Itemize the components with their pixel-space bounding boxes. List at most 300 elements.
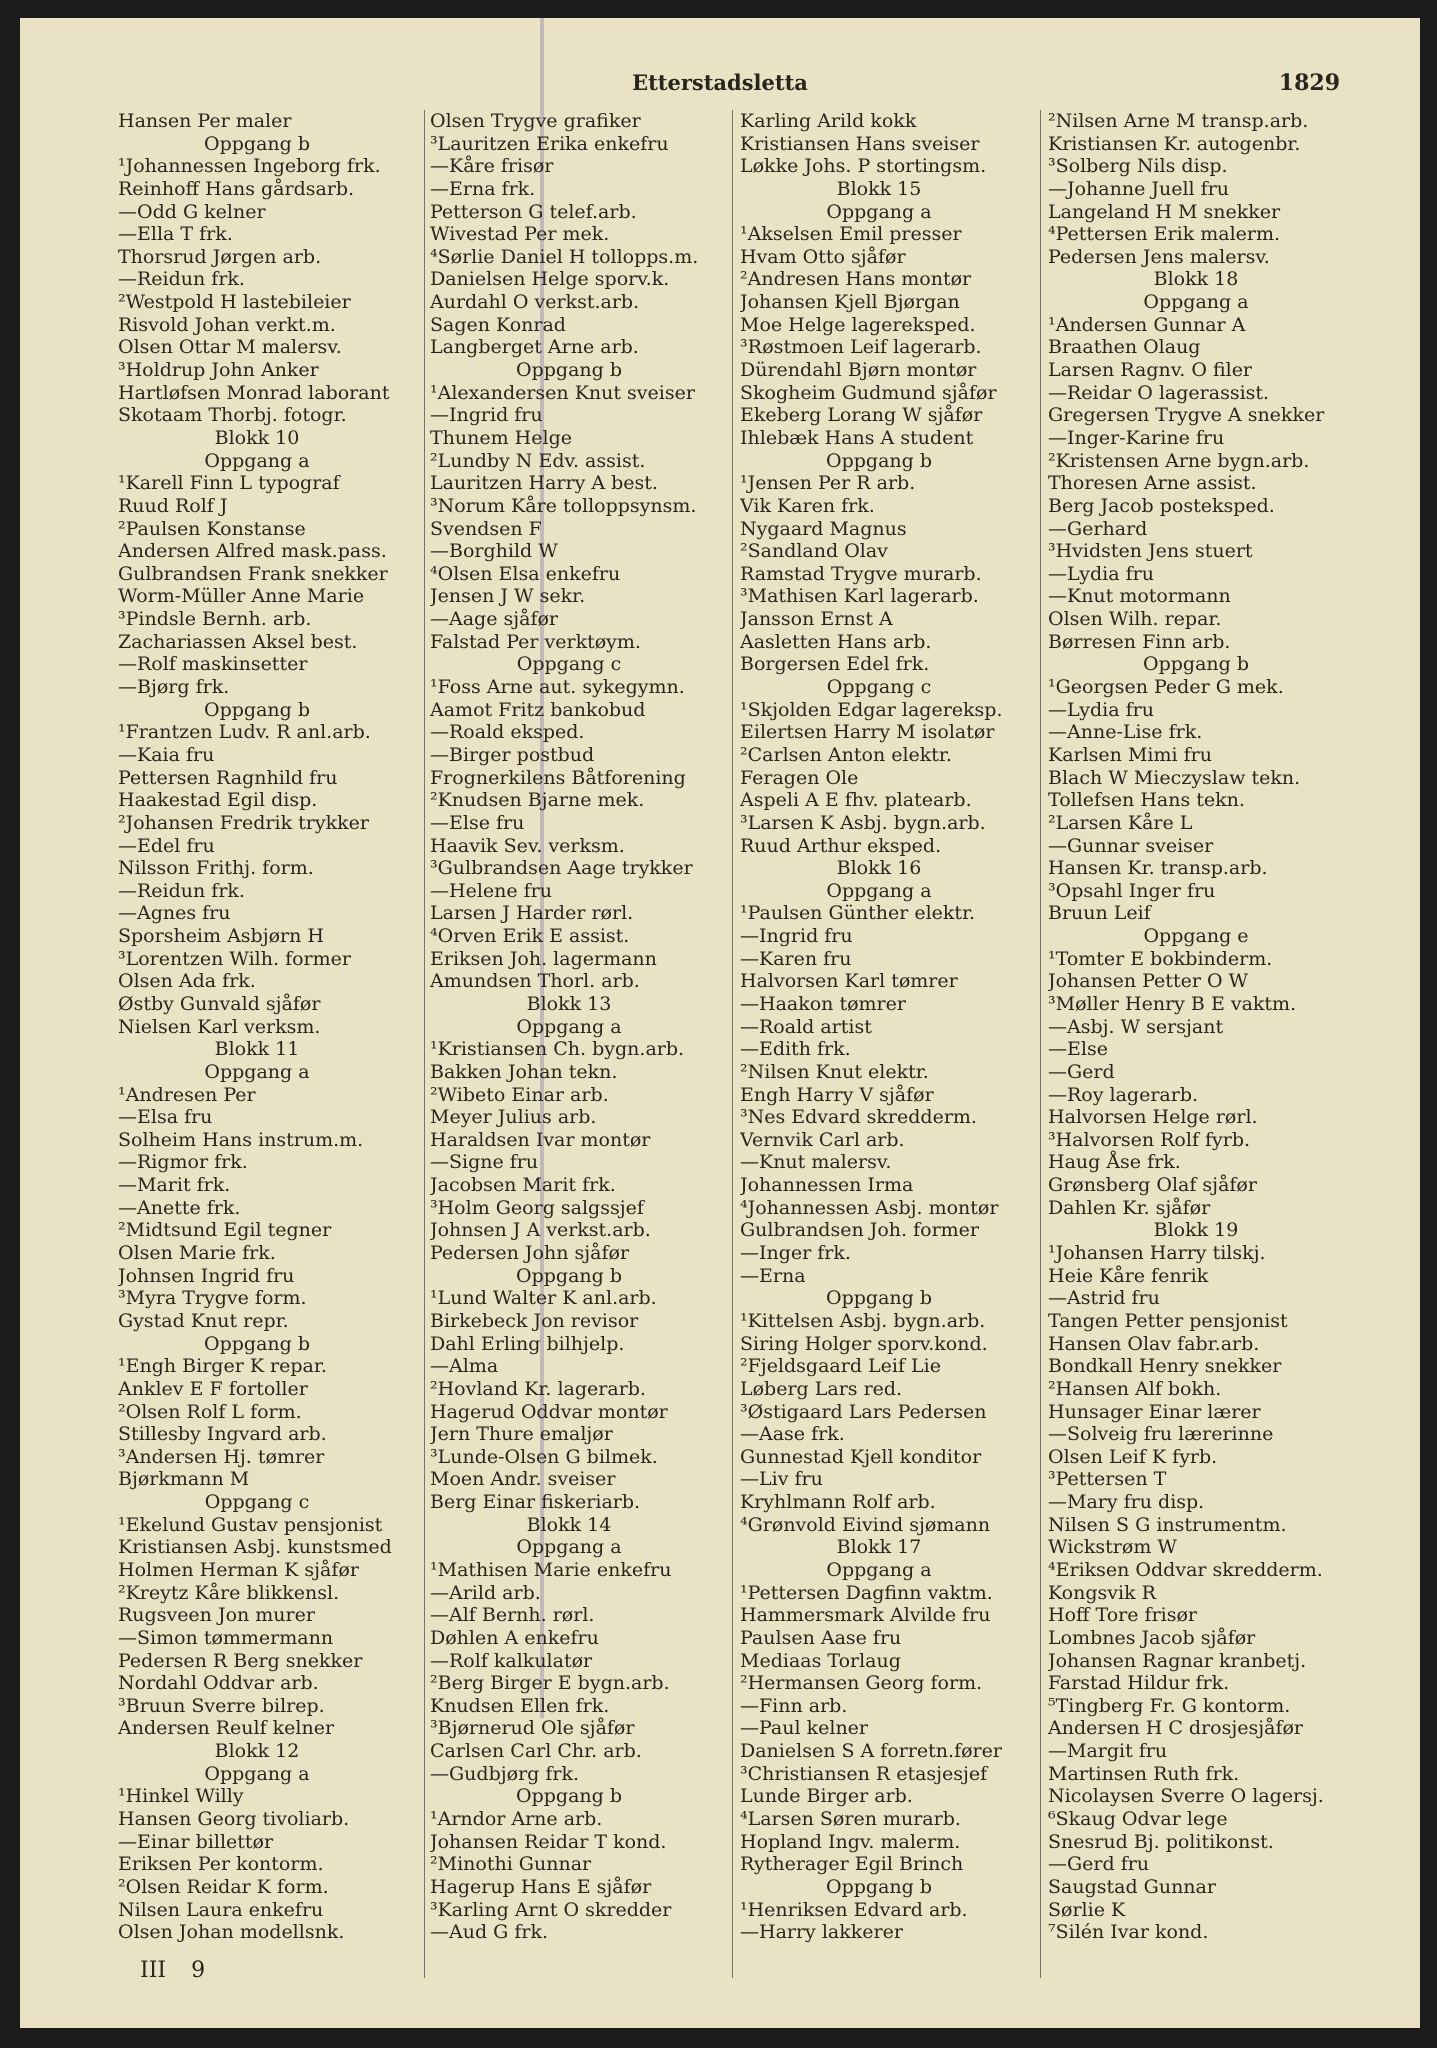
directory-entry: —Signe fru <box>430 1151 539 1174</box>
directory-entry: —Else fru <box>430 811 525 834</box>
directory-entry: ¹Kristiansen Ch. bygn.arb. <box>430 1038 685 1061</box>
directory-entry: Haavik Sev. verksm. <box>430 834 625 857</box>
directory-entry: —Solveig fru lærerinne <box>1048 1423 1274 1446</box>
directory-entry: —Johanne Juell fru <box>1048 177 1230 200</box>
directory-entry: ⁷Silén Ivar kond. <box>1048 1921 1209 1944</box>
directory-entry: —Simon tømmermann <box>118 1626 334 1649</box>
section-heading: Blokk 11 <box>214 1038 300 1061</box>
directory-entry: Meyer Julius arb. <box>430 1106 597 1129</box>
directory-entry: ¹Ekelund Gustav pensjonist <box>118 1513 383 1536</box>
directory-entry: ²Minothi Gunnar <box>430 1853 592 1876</box>
directory-entry: ¹Akselsen Emil presser <box>740 223 962 246</box>
directory-entry: ³Andersen Hj. tømrer <box>118 1445 325 1468</box>
section-heading: Oppgang b <box>204 132 310 155</box>
directory-entry: Borgersen Edel frk. <box>740 653 930 676</box>
section-heading: Oppgang b <box>516 359 622 382</box>
directory-entry: Dahlen Kr. sjåfør <box>1048 1196 1211 1219</box>
directory-entry: Hunsager Einar lærer <box>1048 1400 1261 1423</box>
directory-entry: Johannessen Irma <box>740 1174 914 1197</box>
directory-entry: —Gunnar sveiser <box>1048 834 1214 857</box>
directory-entry: Rytherager Egil Brinch <box>740 1853 964 1876</box>
section-heading: Blokk 17 <box>836 1536 922 1559</box>
column-2 <box>430 110 730 1944</box>
directory-entry: —Harry lakkerer <box>740 1921 903 1944</box>
section-heading: Oppgang b <box>204 698 310 721</box>
section-heading: Blokk 14 <box>526 1513 612 1536</box>
directory-entry: ¹Foss Arne aut. sykegymn. <box>430 676 685 699</box>
directory-entry: —Knut motormann <box>1048 585 1231 608</box>
directory-entry: ²Westpold H lastebileier <box>118 291 351 314</box>
directory-entry: ³Gulbrandsen Aage trykker <box>430 857 693 880</box>
directory-entry: —Ingrid fru <box>430 404 543 427</box>
directory-entry: Gulbrandsen Frank snekker <box>118 562 388 585</box>
section-heading: Oppgang b <box>516 1264 622 1287</box>
directory-entry: Eilertsen Harry M isolatør <box>740 721 995 744</box>
directory-entry: Thoresen Arne assist. <box>1048 472 1257 495</box>
directory-entry: Rugsveen Jon murer <box>118 1604 315 1627</box>
section-heading: Oppgang a <box>826 1559 932 1581</box>
directory-entry: ¹Hinkel Willy <box>118 1785 244 1808</box>
directory-entry: ⁴Sørlie Daniel H tollopps.m. <box>430 245 699 268</box>
directory-entry: ³Møller Henry B E vaktm. <box>1048 992 1297 1015</box>
page-header <box>20 70 1420 100</box>
directory-entry: Lombnes Jacob sjåfør <box>1048 1626 1256 1649</box>
directory-entry: Haakestad Egil disp. <box>118 789 318 812</box>
directory-entry: ⁴Olsen Elsa enkefru <box>430 562 621 585</box>
section-heading: Oppgang c <box>204 1491 310 1514</box>
directory-entry: Stillesby Ingvard arb. <box>118 1423 327 1446</box>
directory-entry: Johansen Reidar T kond. <box>430 1830 667 1853</box>
directory-entry: Carlsen Carl Chr. arb. <box>430 1740 642 1763</box>
directory-entry: Thunem Helge <box>430 426 572 449</box>
directory-entry: ⁴Pettersen Erik malerm. <box>1048 223 1281 246</box>
directory-entry: Mediaas Torlaug <box>740 1649 901 1672</box>
directory-entry: ³Lunde-Olsen G bilmek. <box>430 1445 658 1468</box>
directory-entry: ²Andresen Hans montør <box>740 268 972 291</box>
directory-entry: Johansen Petter O W <box>1048 970 1249 993</box>
directory-entry: Tangen Petter pensjonist <box>1048 1309 1288 1332</box>
directory-entry: —Rigmor frk. <box>118 1151 248 1174</box>
directory-entry: Grønsberg Olaf sjåfør <box>1048 1174 1257 1197</box>
directory-entry: ³Opsahl Inger fru <box>1048 879 1216 902</box>
directory-entry: Risvold Johan verkt.m. <box>118 313 336 336</box>
directory-entry: Hoff Tore frisør <box>1048 1604 1198 1627</box>
section-heading: Oppgang b <box>826 1287 932 1310</box>
directory-entry: —Borghild W <box>430 540 558 563</box>
directory-entry: ²Fjeldsgaard Leif Lie <box>740 1355 941 1378</box>
directory-entry: Anklev E F fortoller <box>118 1377 308 1400</box>
directory-entry: —Reidar O lagerassist. <box>1048 381 1270 404</box>
section-heading: Oppgang b <box>204 1332 310 1355</box>
directory-entry: ¹Karell Finn L typograf <box>118 472 340 495</box>
directory-entry: —Inger frk. <box>740 1242 851 1265</box>
directory-entry: ²Hansen Alf bokh. <box>1048 1377 1222 1400</box>
directory-entry: ¹Frantzen Ludv. R anl.arb. <box>118 721 371 744</box>
directory-entry: Gystad Knut repr. <box>118 1309 289 1332</box>
directory-entry: Wickstrøm W <box>1048 1536 1177 1559</box>
page-footer: III 9 <box>140 1958 206 1983</box>
directory-entry: Bondkall Henry snekker <box>1048 1355 1282 1378</box>
directory-entry: ³Hvidsten Jens stuert <box>1048 540 1253 563</box>
directory-entry: Hagerud Oddvar montør <box>430 1400 668 1423</box>
directory-entry: Pettersen Ragnhild fru <box>118 766 338 789</box>
section-heading: Oppgang c <box>516 653 622 676</box>
directory-entry: Hammersmark Alvilde fru <box>740 1604 991 1627</box>
directory-entry: —Edel fru <box>118 834 215 857</box>
street-heading: Etterstadsletta <box>632 70 808 95</box>
directory-entry: ³Norum Kåre tolloppsynsm. <box>430 494 697 517</box>
directory-entry: Petterson G telef.arb. <box>430 200 637 223</box>
directory-entry: ¹Skjolden Edgar lagereksp. <box>740 698 1003 721</box>
directory-entry: ¹Johansen Harry tilskj. <box>1048 1242 1266 1265</box>
directory-entry: Ramstad Trygve murarb. <box>740 562 982 585</box>
directory-entry: Andersen Reulf kelner <box>118 1717 335 1740</box>
directory-entry: Hansen Georg tivoliarb. <box>118 1808 350 1831</box>
directory-entry: Aurdahl O verkst.arb. <box>430 291 640 314</box>
directory-entry: Danielsen Helge sporv.k. <box>430 268 670 291</box>
directory-entry: ¹Mathisen Marie enkefru <box>430 1559 672 1581</box>
directory-entry: Dürendahl Bjørn montør <box>740 359 977 382</box>
directory-entry: —Rolf kalkulatør <box>430 1649 593 1672</box>
directory-entry: —Kåre frisør <box>430 155 554 178</box>
directory-entry: Kristiansen Asbj. kunstsmed <box>118 1536 392 1559</box>
directory-entry: —Lydia fru <box>1048 698 1154 721</box>
directory-entry: —Lydia fru <box>1048 562 1154 585</box>
directory-entry: Olsen Wilh. repar. <box>1048 608 1222 631</box>
directory-entry: Jansson Ernst A <box>740 608 893 631</box>
column-divider <box>424 110 425 1978</box>
directory-entry: ³Lauritzen Erika enkefru <box>430 132 669 155</box>
directory-entry: Hagerup Hans E sjåfør <box>430 1875 652 1898</box>
directory-entry: Paulsen Aase fru <box>740 1626 902 1649</box>
directory-entry: —Alma <box>430 1355 499 1378</box>
directory-entry: Braathen Olaug <box>1048 336 1201 359</box>
column-3 <box>740 110 1040 1944</box>
directory-entry: Moe Helge lagereksped. <box>740 313 976 336</box>
directory-entry: ¹Alexandersen Knut sveiser <box>430 381 695 404</box>
directory-entry: —Aud G frk. <box>430 1921 549 1944</box>
directory-entry: —Rolf maskinsetter <box>118 653 308 676</box>
section-heading: Oppgang a <box>1143 291 1249 314</box>
directory-entry: Berg Jacob posteksped. <box>1048 494 1275 517</box>
directory-entry: Jacobsen Marit frk. <box>430 1174 616 1197</box>
directory-entry: ¹Jensen Per R arb. <box>740 472 916 495</box>
directory-entry: —Reidun frk. <box>118 879 245 902</box>
directory-entry: ⁶Skaug Odvar lege <box>1048 1808 1228 1831</box>
directory-entry: ³Christiansen R etasjesjef <box>740 1762 988 1785</box>
directory-entry: —Aase frk. <box>740 1423 845 1446</box>
directory-entry: ¹Andersen Gunnar A <box>1048 313 1246 336</box>
directory-entry: Olsen Leif K fyrb. <box>1048 1445 1218 1468</box>
directory-entry: Kryhlmann Rolf arb. <box>740 1491 936 1514</box>
directory-entry: ³Solberg Nils disp. <box>1048 155 1228 178</box>
directory-entry: ⁴Larsen Søren murarb. <box>740 1808 961 1831</box>
directory-entry: ¹Pettersen Dagfinn vaktm. <box>740 1581 993 1604</box>
directory-entry: ³Mathisen Karl lagerarb. <box>740 585 979 608</box>
directory-entry: Dahl Erling bilhjelp. <box>430 1332 625 1355</box>
directory-entry: Aamot Fritz bankobud <box>430 698 646 721</box>
directory-entry: Ihlebæk Hans A student <box>740 426 974 449</box>
directory-entry: —Odd G kelner <box>118 200 266 223</box>
directory-entry: Heie Kåre fenrik <box>1048 1264 1209 1287</box>
section-heading: Oppgang a <box>204 449 310 472</box>
directory-entry: ²Hovland Kr. lagerarb. <box>430 1377 646 1400</box>
directory-entry: —Roald artist <box>740 1015 872 1038</box>
directory-entry: ³Lorentzen Wilh. former <box>118 947 351 970</box>
directory-entry: ²Olsen Rolf L form. <box>118 1400 302 1423</box>
section-heading: Blokk 16 <box>836 857 922 880</box>
directory-entry: Pedersen R Berg snekker <box>118 1649 363 1672</box>
directory-entry: Feragen Ole <box>740 766 859 789</box>
directory-entry: Larsen J Harder rørl. <box>430 902 634 925</box>
directory-entry: Hvam Otto sjåfør <box>740 245 906 268</box>
directory-entry: Olsen Johan modellsnk. <box>118 1921 345 1944</box>
directory-entry: Martinsen Ruth frk. <box>1048 1762 1240 1785</box>
directory-entry: —Haakon tømrer <box>740 992 906 1015</box>
section-heading: Blokk 10 <box>214 426 300 449</box>
directory-entry: Danielsen S A forretn.fører <box>740 1740 1002 1763</box>
directory-entry: ³Bjørnerud Ole sjåfør <box>430 1717 635 1740</box>
directory-entry: Skotaam Thorbj. fotogr. <box>118 404 347 427</box>
directory-entry: —Agnes fru <box>118 902 231 925</box>
directory-entry: Karling Arild kokk <box>740 110 917 132</box>
directory-entry: —Mary fru disp. <box>1048 1491 1205 1514</box>
directory-entry: Nordahl Oddvar arb. <box>118 1672 319 1695</box>
directory-entry: Vik Karen frk. <box>740 494 875 517</box>
directory-entry: —Ella T frk. <box>118 223 233 246</box>
directory-entry: ²Olsen Reidar K form. <box>118 1875 329 1898</box>
directory-entry: ³Holm Georg salgssjef <box>430 1196 644 1219</box>
section-heading: Oppgang a <box>516 1536 622 1559</box>
directory-entry: —Arild arb. <box>430 1581 541 1604</box>
directory-entry: Frognerkilens Båtforening <box>430 766 686 789</box>
directory-entry: ²Midtsund Egil tegner <box>118 1219 332 1242</box>
directory-entry: Saugstad Gunnar <box>1048 1875 1216 1898</box>
directory-entry: Halvorsen Helge rørl. <box>1048 1106 1258 1129</box>
directory-entry: ²Kristensen Arne bygn.arb. <box>1048 449 1310 472</box>
directory-entry: ³Bruun Sverre bilrep. <box>118 1694 325 1717</box>
directory-entry: —Astrid fru <box>1048 1287 1160 1310</box>
directory-entry: Snesrud Bj. politikonst. <box>1048 1830 1274 1853</box>
directory-entry: Thorsrud Jørgen arb. <box>118 245 322 268</box>
directory-page <box>20 18 1420 2028</box>
directory-entry: ²Larsen Kåre L <box>1048 811 1193 834</box>
directory-entry: Johansen Kjell Bjørgan <box>740 291 960 314</box>
directory-entry: Ruud Rolf J <box>118 494 228 517</box>
directory-entry: ²Kreytz Kåre blikkensl. <box>118 1581 340 1604</box>
directory-entry: Gregersen Trygve A snekker <box>1048 404 1325 427</box>
directory-entry: ⁴Grønvold Eivind sjømann <box>740 1513 991 1536</box>
directory-entry: ⁵Tingberg Fr. G kontorm. <box>1048 1694 1291 1717</box>
directory-entry: Langberget Arne arb. <box>430 336 639 359</box>
directory-entry: —Kaia fru <box>118 743 215 766</box>
directory-entry: Johnsen J A verkst.arb. <box>430 1219 651 1242</box>
section-heading: Oppgang e <box>1143 925 1249 948</box>
directory-entry: Kristiansen Hans sveiser <box>740 132 980 155</box>
directory-entry: —Birger postbud <box>430 743 595 766</box>
directory-entry: Nicolaysen Sverre O lagersj. <box>1048 1785 1324 1808</box>
directory-entry: Hartløfsen Monrad laborant <box>118 381 390 404</box>
section-heading: Oppgang b <box>826 1875 932 1898</box>
section-heading: Oppgang a <box>204 1060 310 1083</box>
directory-entry: Falstad Per verktøym. <box>430 630 641 653</box>
directory-entry: Bruun Leif <box>1048 902 1151 925</box>
directory-entry: Johnsen Ingrid fru <box>118 1264 295 1287</box>
directory-entry: —Edith frk. <box>740 1038 851 1061</box>
directory-entry: Langeland H M snekker <box>1048 200 1281 223</box>
directory-entry: Nygaard Magnus <box>740 517 907 540</box>
directory-entry: ¹Engh Birger K repar. <box>118 1355 327 1378</box>
directory-entry: ²Lundby N Edv. assist. <box>430 449 646 472</box>
directory-entry: Løberg Lars red. <box>740 1377 903 1400</box>
directory-entry: —Gerd <box>1048 1060 1115 1083</box>
directory-entry: Lauritzen Harry A best. <box>430 472 658 495</box>
page-number: 1829 <box>1278 70 1340 96</box>
directory-entry: Amundsen Thorl. arb. <box>430 970 640 993</box>
directory-entry: Berg Einar fiskeriarb. <box>430 1491 641 1514</box>
section-heading: Oppgang a <box>204 1762 310 1785</box>
directory-entry: Birkebeck Jon revisor <box>430 1309 639 1332</box>
directory-entry: —Erna <box>740 1264 806 1287</box>
directory-entry: —Else <box>1048 1038 1108 1061</box>
directory-entry: ³Røstmoen Leif lagerarb. <box>740 336 982 359</box>
directory-entry: Sørlie K <box>1048 1898 1126 1921</box>
directory-entry: Østby Gunvald sjåfør <box>118 992 321 1015</box>
directory-entry: —Inger-Karine fru <box>1048 426 1225 449</box>
directory-entry: ¹Lund Walter K anl.arb. <box>430 1287 657 1310</box>
directory-entry: Sporsheim Asbjørn H <box>118 925 324 948</box>
directory-entry: —Roald eksped. <box>430 721 585 744</box>
directory-entry: Døhlen A enkefru <box>430 1626 599 1649</box>
directory-entry: Wivestad Per mek. <box>430 223 610 246</box>
section-heading: Blokk 13 <box>526 992 612 1015</box>
directory-entry: ⁴Orven Erik E assist. <box>430 925 630 948</box>
directory-entry: Aasletten Hans arb. <box>740 630 932 653</box>
directory-entry: —Finn arb. <box>740 1694 848 1717</box>
directory-entry: —Einar billettør <box>118 1830 274 1853</box>
directory-entry: —Knut malersv. <box>740 1151 892 1174</box>
directory-entry: ³Pettersen T <box>1048 1468 1167 1491</box>
directory-entry: ¹Arndor Arne arb. <box>430 1808 603 1831</box>
directory-entry: ⁴Eriksen Oddvar skredderm. <box>1048 1559 1323 1581</box>
directory-entry: Løkke Johs. P stortingsm. <box>740 155 987 178</box>
directory-entry: —Anne-Lise frk. <box>1048 721 1203 744</box>
directory-entry: —Liv fru <box>740 1468 823 1491</box>
directory-entry: —Asbj. W sersjant <box>1048 1015 1224 1038</box>
directory-entry: Sagen Konrad <box>430 313 566 336</box>
directory-entry: Farstad Hildur frk. <box>1048 1672 1230 1695</box>
directory-entry: —Erna frk. <box>430 177 536 200</box>
directory-entry: ²Carlsen Anton elektr. <box>740 743 952 766</box>
directory-entry: Nilsen S G instrumentm. <box>1048 1513 1287 1536</box>
directory-entry: Olsen Ada frk. <box>118 970 256 993</box>
directory-entry: ²Hermansen Georg form. <box>740 1672 983 1695</box>
directory-entry: ²Wibeto Einar arb. <box>430 1083 609 1106</box>
directory-entry: —Roy lagerarb. <box>1048 1083 1199 1106</box>
directory-entry: ²Sandland Olav <box>740 540 888 563</box>
directory-entry: Eriksen Per kontorm. <box>118 1853 324 1876</box>
directory-entry: ³Holdrup John Anker <box>118 359 319 382</box>
directory-entry: Nilsen Laura enkefru <box>118 1898 324 1921</box>
directory-entry: Ekeberg Lorang W sjåfør <box>740 404 983 427</box>
directory-entry: ¹Kittelsen Asbj. bygn.arb. <box>740 1309 986 1332</box>
directory-entry: Reinhoff Hans gårdsarb. <box>118 177 355 200</box>
directory-entry: ²Knudsen Bjarne mek. <box>430 789 645 812</box>
directory-entry: Moen Andr. sveiser <box>430 1468 616 1491</box>
section-heading: Blokk 18 <box>1153 268 1239 291</box>
directory-entry: ¹Georgsen Peder G mek. <box>1048 676 1284 699</box>
directory-entry: ¹Paulsen Günther elektr. <box>740 902 976 925</box>
section-heading: Blokk 15 <box>836 177 922 200</box>
directory-entry: Solheim Hans instrum.m. <box>118 1128 364 1151</box>
column-divider <box>732 110 733 1978</box>
section-heading: Oppgang b <box>1143 653 1249 676</box>
directory-entry: ¹Tomter E bokbinderm. <box>1048 947 1273 970</box>
directory-entry: Engh Harry V sjåfør <box>740 1083 934 1106</box>
section-heading: Oppgang b <box>826 449 932 472</box>
directory-entry: Aspeli A E fhv. platearb. <box>740 789 972 812</box>
directory-entry: Pedersen John sjåfør <box>430 1242 630 1265</box>
directory-entry: Bjørkmann M <box>118 1468 250 1491</box>
directory-entry: Eriksen Joh. lagermann <box>430 947 657 970</box>
directory-entry: Gunnestad Kjell konditor <box>740 1445 982 1468</box>
directory-entry: Olsen Marie frk. <box>118 1242 276 1265</box>
directory-entry: Nilsson Frithj. form. <box>118 857 314 880</box>
directory-entry: Worm-Müller Anne Marie <box>118 585 365 608</box>
directory-entry: ²Berg Birger E bygn.arb. <box>430 1672 670 1695</box>
directory-entry: —Alf Bernh. rørl. <box>430 1604 595 1627</box>
directory-entry: ¹Johannessen Ingeborg frk. <box>118 155 381 178</box>
directory-entry: —Bjørg frk. <box>118 676 230 699</box>
directory-entry: ³Myra Trygve form. <box>118 1287 307 1310</box>
directory-entry: Børresen Finn arb. <box>1048 630 1231 653</box>
directory-entry: —Anette frk. <box>118 1196 241 1219</box>
directory-entry: ¹Henriksen Edvard arb. <box>740 1898 968 1921</box>
directory-entry: —Elsa fru <box>118 1106 213 1129</box>
directory-entry: Haug Åse frk. <box>1048 1151 1181 1174</box>
directory-entry: Ruud Arthur eksped. <box>740 834 942 857</box>
column-divider <box>1040 110 1041 1978</box>
directory-entry: Pedersen Jens malersv. <box>1048 245 1270 268</box>
directory-entry: ²Nilsen Arne M transp.arb. <box>1048 110 1309 132</box>
directory-entry: Hansen Per maler <box>118 110 292 132</box>
directory-entry: Jensen J W sekr. <box>430 585 586 608</box>
directory-entry: Hopland Ingv. malerm. <box>740 1830 961 1853</box>
column-1 <box>118 110 418 1944</box>
directory-entry: —Marit frk. <box>118 1174 231 1197</box>
directory-entry: Zachariassen Aksel best. <box>118 630 358 653</box>
directory-entry: Gulbrandsen Joh. former <box>740 1219 980 1242</box>
directory-entry: ⁴Johannessen Asbj. montør <box>740 1196 999 1219</box>
directory-entry: Haraldsen Ivar montør <box>430 1128 651 1151</box>
section-heading: Oppgang a <box>826 200 932 223</box>
directory-entry: Johansen Ragnar kranbetj. <box>1048 1649 1307 1672</box>
directory-entry: ²Paulsen Konstanse <box>118 517 306 540</box>
directory-entry: ³Østigaard Lars Pedersen <box>740 1400 987 1423</box>
section-heading: Blokk 19 <box>1153 1219 1239 1242</box>
directory-entry: Larsen Ragnv. O filer <box>1048 359 1253 382</box>
section-heading: Oppgang a <box>826 879 932 902</box>
directory-entry: Svendsen F <box>430 517 542 540</box>
directory-entry: Nielsen Karl verksm. <box>118 1015 321 1038</box>
directory-entry: Jern Thure emaljør <box>430 1423 613 1446</box>
directory-entry: —Paul kelner <box>740 1717 869 1740</box>
directory-entry: Karlsen Mimi fru <box>1048 743 1212 766</box>
directory-entry: Skogheim Gudmund sjåfør <box>740 381 997 404</box>
directory-entry: —Gudbjørg frk. <box>430 1762 580 1785</box>
directory-entry: ²Nilsen Knut elektr. <box>740 1060 929 1083</box>
directory-entry: ³Pindsle Bernh. arb. <box>118 608 312 631</box>
